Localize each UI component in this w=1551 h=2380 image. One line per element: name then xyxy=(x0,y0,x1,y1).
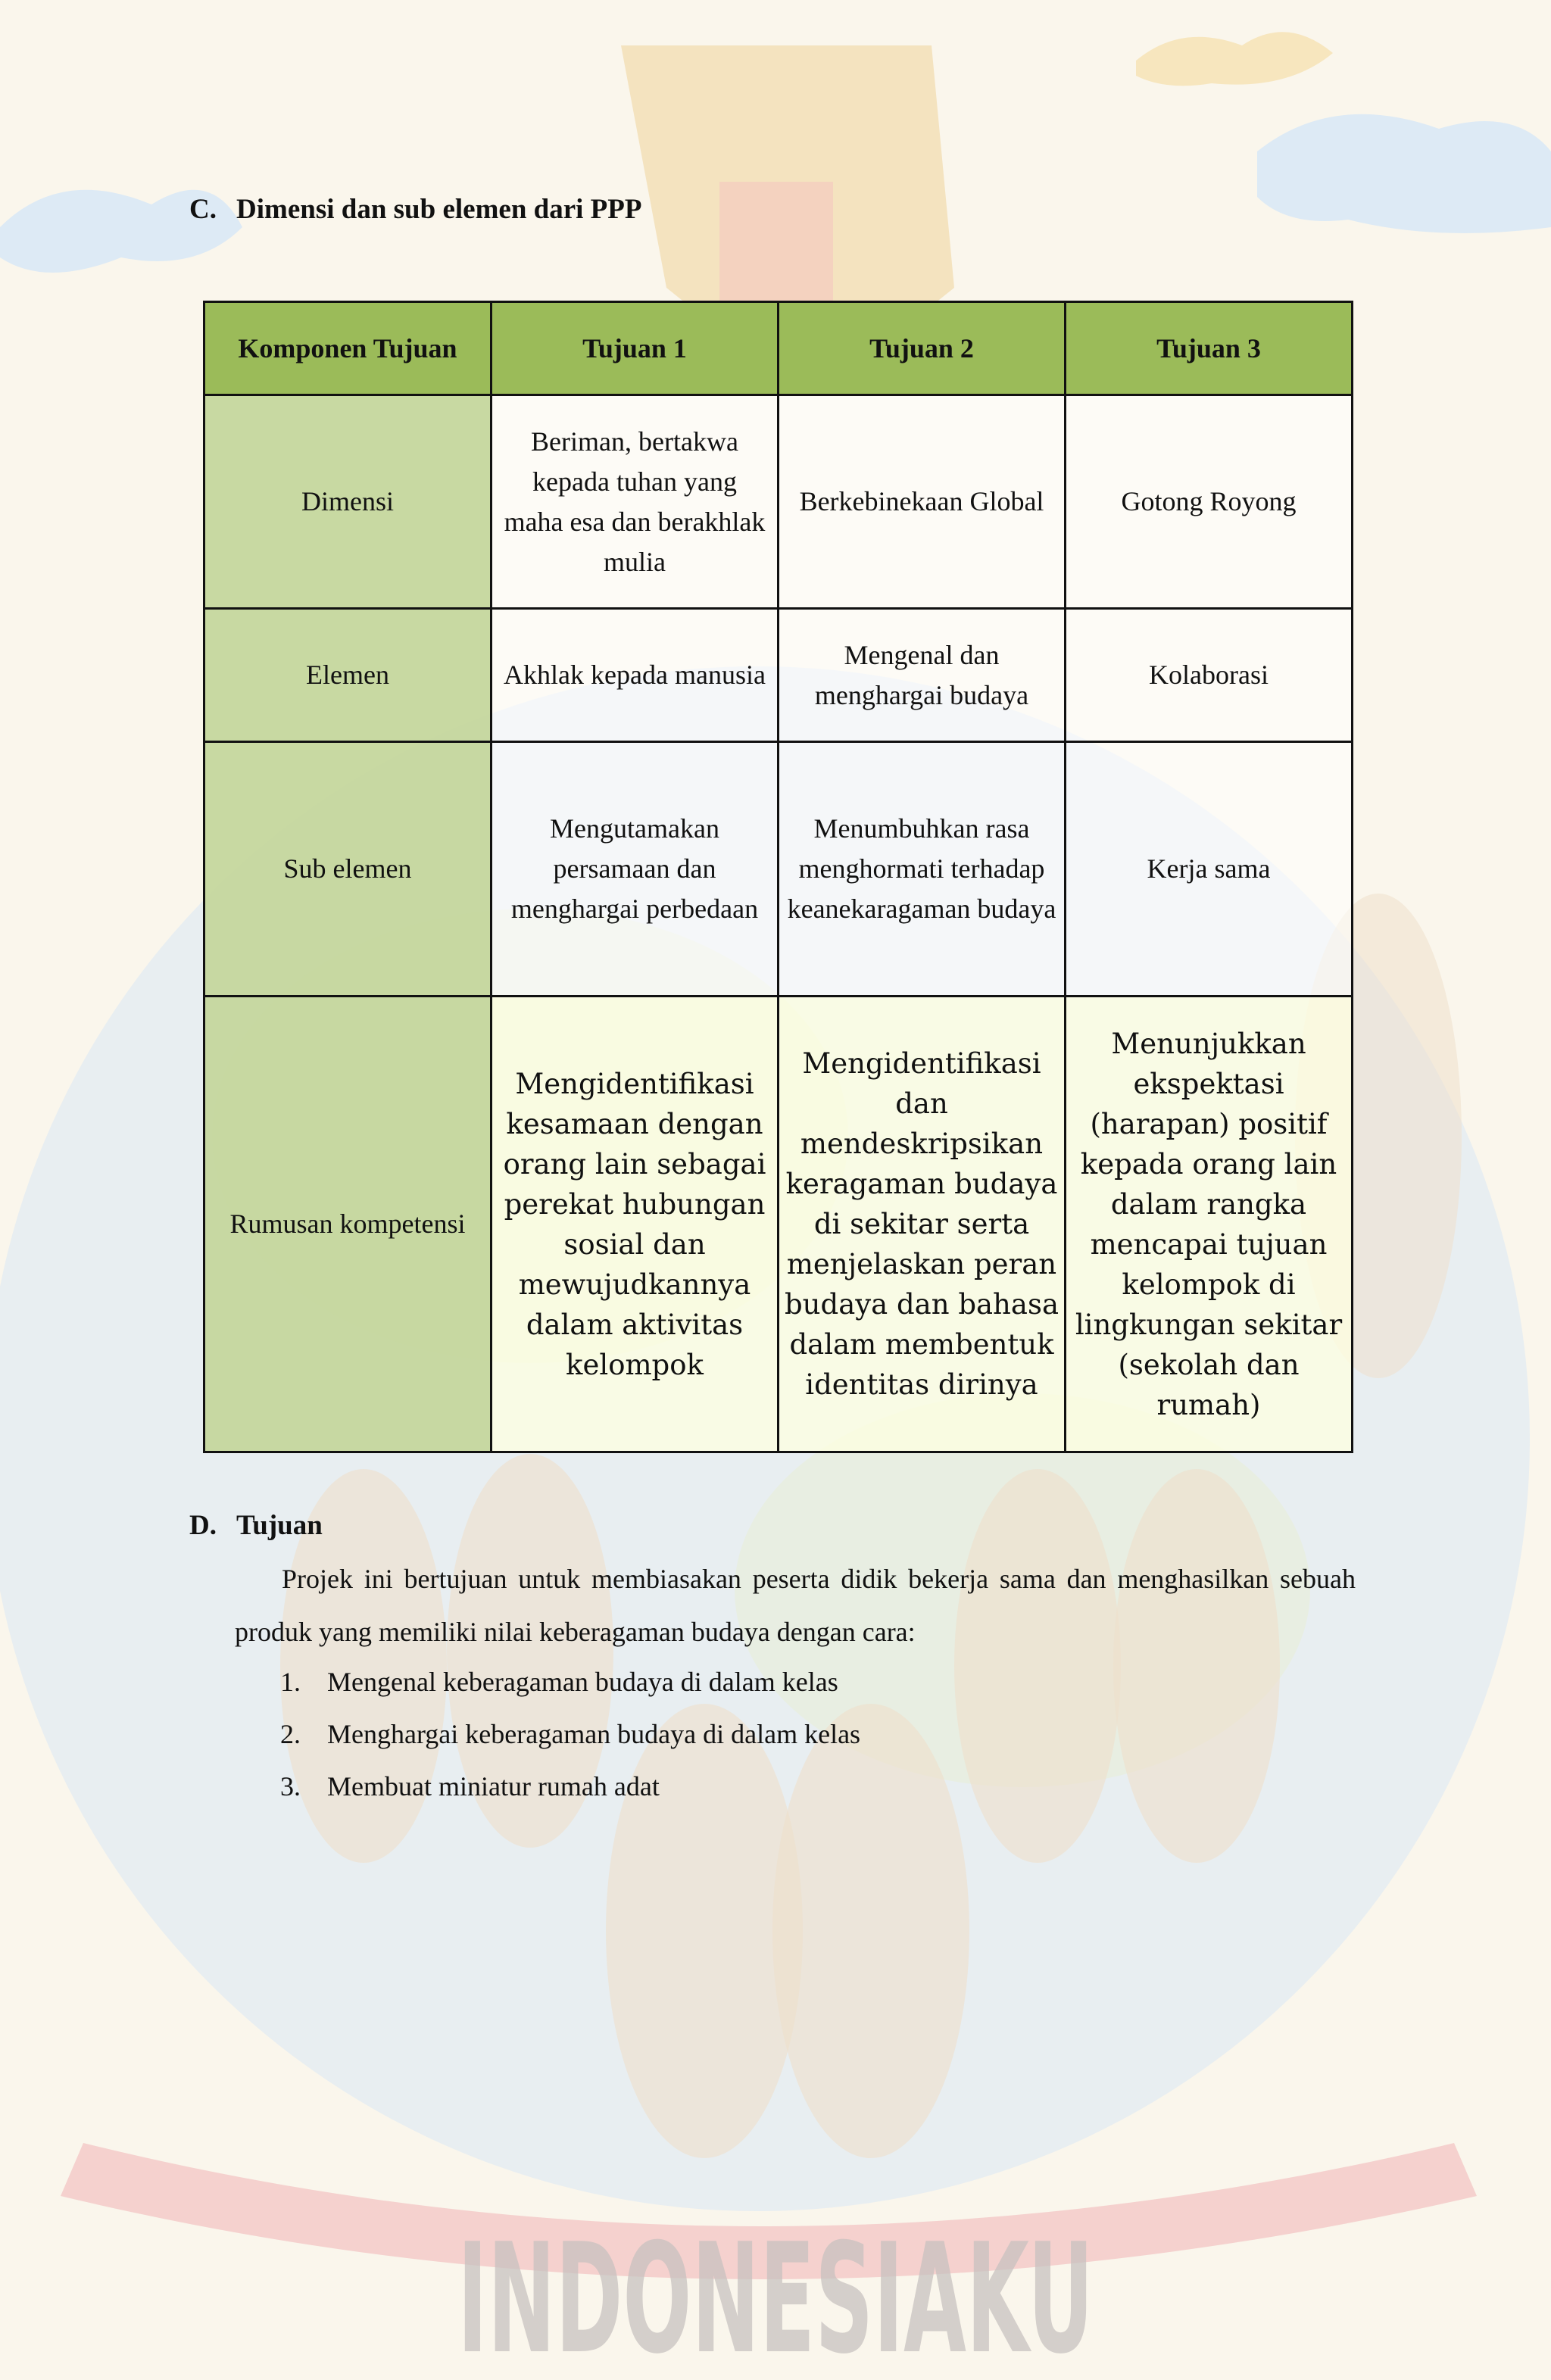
section-d-paragraph xyxy=(235,1552,1356,1658)
table-cell: Mengidentifikasi dan mendeskripsikan keragaman budaya di sekitar serta menjelaskan peran budaya dan bahasa dalam membentuk identitas dirinya xyxy=(779,997,1066,1452)
list-item xyxy=(280,1761,860,1813)
row-label: Dimensi xyxy=(204,395,492,609)
section-c-heading xyxy=(189,193,642,226)
watermark-text-layer xyxy=(0,2219,1551,2370)
table-cell: Akhlak kepada manusia xyxy=(492,609,779,742)
section-c-title: Dimensi dan sub elemen dari PPP xyxy=(236,194,642,225)
table-cell: Menunjukkan ekspektasi (harapan) positif kepada orang lain dalam rangka mencapai tujuan kelompok di lingkungan sekitar (sekolah dan rumah) xyxy=(1066,997,1353,1452)
goals-list xyxy=(280,1656,860,1813)
table-cell: Kerja sama xyxy=(1066,742,1353,997)
section-d-heading xyxy=(189,1509,323,1542)
table-row xyxy=(204,395,1353,609)
table-row xyxy=(204,609,1353,742)
list-number: 2. xyxy=(280,1719,301,1749)
list-text: Menghargai keberagaman budaya di dalam kelas xyxy=(327,1719,861,1749)
section-d-letter: D. xyxy=(189,1510,217,1541)
table-cell: Gotong Royong xyxy=(1066,395,1353,609)
table-cell: Kolaborasi xyxy=(1066,609,1353,742)
table-row xyxy=(204,742,1353,997)
paragraph-text: Projek ini bertujuan untuk membiasakan peserta didik bekerja sama dan menghasilkan sebuah produk yang memiliki nilai keberagaman budaya dengan cara: xyxy=(235,1564,1356,1647)
list-text: Membuat miniatur rumah adat xyxy=(327,1771,660,1801)
table-cell: Berkebinekaan Global xyxy=(779,395,1066,609)
row-label: Sub elemen xyxy=(204,742,492,997)
list-item xyxy=(280,1656,860,1708)
table-cell: Beriman, bertakwa kepada tuhan yang maha esa dan berakhlak mulia xyxy=(492,395,779,609)
list-item xyxy=(280,1708,860,1761)
table-cell: Mengutamakan persamaan dan menghargai perbedaan xyxy=(492,742,779,997)
section-c-letter: C. xyxy=(189,194,217,225)
table-row xyxy=(204,997,1353,1452)
table-cell: Menumbuhkan rasa menghormati terhadap keanekaragaman budaya xyxy=(779,742,1066,997)
watermark-text: INDONESIAKU xyxy=(457,2219,1094,2370)
header-tujuan-1: Tujuan 1 xyxy=(492,302,779,395)
row-label: Rumusan kompetensi xyxy=(204,997,492,1452)
dimension-table xyxy=(203,301,1353,1453)
row-label: Elemen xyxy=(204,609,492,742)
header-komponen: Komponen Tujuan xyxy=(204,302,492,395)
table-cell: Mengenal dan menghargai budaya xyxy=(779,609,1066,742)
table-cell: Mengidentifikasi kesamaan dengan orang lain sebagai perekat hubungan sosial dan mewujudkannya dalam aktivitas kelompok xyxy=(492,997,779,1452)
table-header-row xyxy=(204,302,1353,395)
header-tujuan-3: Tujuan 3 xyxy=(1066,302,1353,395)
list-text: Mengenal keberagaman budaya di dalam kelas xyxy=(327,1667,838,1697)
list-number: 1. xyxy=(280,1667,301,1697)
section-d-title: Tujuan xyxy=(236,1510,323,1541)
list-number: 3. xyxy=(280,1771,301,1801)
header-tujuan-2: Tujuan 2 xyxy=(779,302,1066,395)
